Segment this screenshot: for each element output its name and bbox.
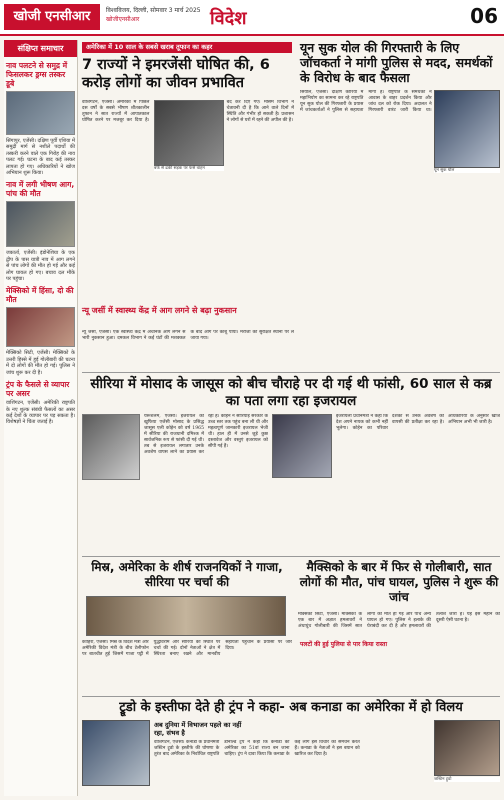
divider xyxy=(82,372,500,373)
publication-site: खोजीएनसीआर xyxy=(106,16,140,23)
section-title: विदेश xyxy=(210,8,247,29)
story2-body: सियोल, एजेंसी। दक्षिण कोरिया में महाभियोग का सामना कर रहे राष्ट्रपति यून सुक योल की गिरफ्तारी के प्रयास में जांचकर्ताओं ने पुलिस से सहायता मांगी है। राष्ट्रपति के समर्थकों ने आवास के बाहर प्रदर्शन किया और जांच दल को रोक दिया। अदालत ने गिरफ्तारी वारंट जारी किया था। xyxy=(300,90,432,113)
brief-photo xyxy=(6,91,75,135)
masthead xyxy=(0,0,504,36)
story4-photo-2 xyxy=(272,414,332,478)
brief-photo xyxy=(6,307,75,347)
brief-headline: मेक्सिको में हिंसा, दो की मौत xyxy=(6,286,74,305)
brief-headline: नाव पलटने से समुद्र में फिसलकर ड्रग्स तस्कर डूबे xyxy=(6,61,68,88)
brief-text: सिंगापुर, एजेंसी। दक्षिण पूर्वी एशिया में समुद्री मार्ग से नशीले पदार्थों की तस्करी करने वाले एक गिरोह की नाव पलट गई। घटना के बाद कई तस्कर लापता हो गए। अधिकारियों ने खोज अभियान शुरू किया। xyxy=(6,138,75,177)
issue-meta xyxy=(106,6,276,24)
story4-headline: सीरिया में मोसाद के जासूस को बीच चौराहे पर दी गई थी फांसी, 60 साल से कब्र का पता लगा रहा इजरायल xyxy=(90,376,492,409)
story6-body: मेक्सिको सिटी, एजेंसी। मेक्सिको के एक बार में अज्ञात हमलावरों ने अंधाधुंध गोलीबारी की जिसमें सात लोगों की मौत हो गई और पांच अन्य घायल हो गए। पुलिस ने इलाके की घेराबंदी कर दी है और हमलावरों की तलाश जारी है। यह इस महीने की दूसरी ऐसी घटना है। xyxy=(298,612,500,629)
brief-text: जकार्ता, एजेंसी। इंडोनेशिया के एक द्वीप के पास यात्री नाव में आग लगने से पांच लोगों की मौत हो गई और कई लोग घायल हो गए। बचाव दल मौके पर पहुंचा। xyxy=(6,250,75,283)
story2-photo xyxy=(434,90,500,168)
story7-body: वाशिंगटन, एजेंसी। कनाडा के प्रधानमंत्री जस्टिन ट्रूडो के इस्तीफे की घोषणा के तुरंत बाद अमेरिका के निर्वाचित राष्ट्रपति डोनाल्ड ट्रंप ने कहा कि कनाडा को अमेरिका का 51वां राज्य बन जाना चाहिए। ट्रंप ने दावा किया कि कनाडा के कई लोग इस विचार का समर्थन करते हैं। कनाडा के नेताओं ने इस बयान को खारिज कर दिया है। xyxy=(154,740,360,757)
brief-photo xyxy=(6,201,75,247)
story5-body: काहिरा, एजेंसी। मिस्र के विदेश मंत्री और अमेरिकी विदेश मंत्री के बीच टेलीफोन पर बातचीत हुई जिसमें गाजा पट्टी में युद्धविराम और सीरिया की स्थिति पर चर्चा की गई। दोनों नेताओं ने क्षेत्र में स्थिरता बनाए रखने और मानवीय सहायता पहुंचाने के प्रयासों पर जोर दिया। xyxy=(82,640,292,657)
issue-date: विश्वविजय, दिल्ली, सोमवार 3 मार्च 2025 xyxy=(106,7,201,14)
story7-headline: ट्रूडो के इस्तीफा देते ही ट्रंप ने कहा- अब कनाडा का अमेरिका में हो विलय xyxy=(119,700,463,715)
brief-headline: नाव में लगी भीषण आग, पांच की मौत xyxy=(6,180,75,199)
story5-headline: मिस्र, अमेरिका के शीर्ष राजनयिकों ने गाजा, सीरिया पर चर्चा की xyxy=(91,560,283,589)
story1-body: वाशिंगटन, एजेंसी। अमेरिका में पिछले दस वर्षों के सबसे भीषण शीतकालीन तूफान ने सात राज्यों में आपातकाल घोषित करने पर मजबूर कर दिया है। बंद कर दिए गए। मौसम विभाग ने चेतावनी दी है कि आने वाले दिनों में स्थिति और गंभीर हो सकती है। प्रशासन ने लोगों से घरों में रहने की अपील की है। xyxy=(82,100,294,123)
sidebar-header: संक्षिप्त समाचार xyxy=(4,40,77,57)
story1-photo xyxy=(154,100,224,166)
publication-logo: खोजी एनसीआर xyxy=(4,4,100,30)
divider xyxy=(82,696,500,697)
story4-body: यरूशलम, एजेंसी। इजरायल की खुफिया एजेंसी मोसाद के प्रसिद्ध जासूस एली कोहेन को वर्ष 1965 में सीरिया की राजधानी दमिश्क में सार्वजनिक रूप से फांसी दी गई थी। तब से इजरायल लगातार उनके अवशेष वापस लाने का प्रयास कर रहा है। कोहेन ने सीरियाई सरकार के उच्च स्तर तक पहुंच बना ली थी और महत्वपूर्ण जानकारी इजरायल भेजी थी। हाल ही में उनसे जुड़े कुछ दस्तावेज और वस्तुएं इजरायल को सौंपी गई हैं। xyxy=(144,414,268,455)
page-number: 06 xyxy=(470,4,498,28)
story7-photo xyxy=(82,720,150,786)
story3-body: न्यू जर्सी, एजेंसी। एक स्वास्थ्य केंद्र में अचानक आग लगने से भारी नुकसान हुआ। दमकल विभाग ने कई घंटों की मशक्कत के बाद आग पर काबू पाया। मरीजों को सुरक्षित स्थानों पर ले जाया गया। xyxy=(82,330,294,341)
brief-headline: ट्रंप के फैसले से व्यापार पर असर xyxy=(6,380,70,399)
story7-photo-2 xyxy=(434,720,500,776)
sidebar-briefs xyxy=(4,40,78,796)
story6-headline: मैक्सिको के बार में फिर से गोलीबारी, सात लोगों की मौत, पांच घायल, पुलिस ने शुरू की जांच xyxy=(299,560,499,604)
story6-subheading: पलटों की हुई पुलिया से पार किया रास्ता xyxy=(300,641,388,648)
story4-body-right: इजरायली प्रधानमंत्री ने कहा कि देश अपने नायक को कभी नहीं भूलेगा। कोहेन का परिवार दशकों से उनके अवशेष की वापसी की प्रतीक्षा कर रहा है। अधिकारियों के अनुसार खोज अभियान अभी भी जारी है। xyxy=(336,414,500,431)
story4-photo xyxy=(82,414,140,480)
main-content xyxy=(82,40,500,796)
story7-kicker: अब दुनिया में विभाजन पहले का नहीं रहा, संभव है xyxy=(154,721,242,737)
brief-text: वाशिंगटन, एजेंसी। अमेरिकी राष्ट्रपति के नए शुल्क संबंधी फैसलों का असर कई देशों के व्यापार पर पड़ सकता है। विशेषज्ञों ने चिंता जताई है। xyxy=(6,400,75,426)
story7-photo-caption: जस्टिन ट्रूडो xyxy=(434,777,500,782)
story1-kicker: अमेरिका में 10 साल के सबसे खराब तूफान का कहर xyxy=(82,42,292,53)
story2-photo-caption: यून सुक योल xyxy=(434,168,500,173)
story1-headline: 7 राज्यों ने इमरजेंसी घोषित की, 6 करोड़ लोगों का जीवन प्रभावित xyxy=(82,57,270,91)
divider xyxy=(82,556,500,557)
brief-text: मेक्सिको सिटी, एजेंसी। मेक्सिको के उत्तरी हिस्से में हुई गोलीबारी की घटना में दो लोगों की मौत हो गई। पुलिस ने जांच शुरू कर दी है। xyxy=(6,350,75,376)
story3-headline: न्यू जर्सी में स्वास्थ्य केंद्र में आग लगने से बढ़ा नुकसान xyxy=(82,306,237,315)
story1-photo-caption: बर्फ से ढकी सड़क पर फंसे वाहन xyxy=(154,166,224,171)
story5-photo xyxy=(86,596,286,636)
story2-headline: यून सुक योल की गिरफ्तारी के लिए जॉचकर्ता ने मांगी पुलिस से मदद, समर्थकों के विरोध के बाद फैसला xyxy=(300,40,493,85)
